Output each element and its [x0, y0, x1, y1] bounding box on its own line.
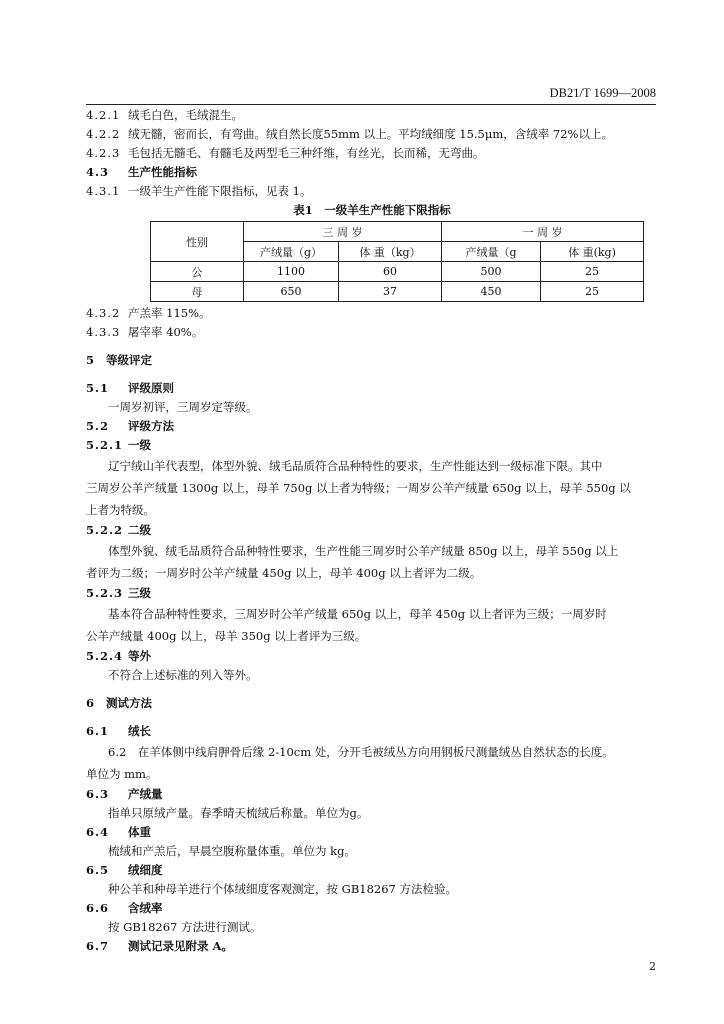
section-title: 生产性能指标 — [128, 165, 197, 179]
paragraph-line: 三周岁公羊产绒量 1300g 以上，母羊 750g 以上者为特级；一周岁公羊产绒量 650g 以上，母羊 550g 以 — [86, 481, 631, 495]
section-title: 评级原则 — [128, 381, 174, 395]
section-number: 5.1 — [86, 381, 110, 395]
performance-table — [150, 221, 644, 302]
section-title: 体重 — [128, 825, 151, 839]
clause-text-6-5: 种公羊和种母羊进行个体绒细度客观测定，按 GB18267 方法检验。 — [108, 882, 458, 896]
section-5-1-heading — [86, 379, 658, 398]
subheader-cashmere-3: 产绒量（g） — [244, 242, 339, 262]
paragraph-line: 单位为 mm。 — [86, 767, 158, 781]
subheader-weight-3: 体 重（kg） — [339, 242, 442, 262]
cell-value: 500 — [442, 262, 541, 282]
cell-value: 60 — [339, 262, 442, 282]
section-6-7-heading — [86, 937, 658, 956]
section-number: 5.2 — [86, 419, 110, 433]
cell-sex: 公 — [151, 262, 244, 282]
section-number: 6 — [86, 696, 96, 710]
section-number: 6.3 — [86, 787, 110, 801]
table-title: 表1 一级羊生产性能下限指标 — [293, 203, 451, 217]
paragraph-line: 6.2 在羊体侧中线肩胛骨后缘 2-10cm 处，分开毛被绒丛方向用钢板尺测量绒丛自然状态的长度。 — [108, 745, 614, 759]
page-content — [86, 106, 658, 956]
section-title: 测试记录见附录 A。 — [128, 939, 233, 953]
clause-number: 4.2.3 — [86, 146, 121, 160]
cell-value: 25 — [541, 262, 644, 282]
cell-sex: 母 — [151, 282, 244, 302]
clause-number: 4.3.3 — [86, 325, 121, 339]
standard-code: DB21/T 1699—2008 — [549, 86, 656, 100]
section-title: 绒长 — [128, 724, 151, 738]
paragraph-line: 者评为二级；一周岁时公羊产绒量 450g 以上，母羊 400g 以上者评为二级。 — [86, 566, 482, 580]
section-number: 6.6 — [86, 901, 110, 915]
section-number: 5.2.3 — [86, 586, 124, 600]
section-6-3-heading — [86, 785, 658, 804]
section-number: 5.2.2 — [86, 523, 124, 537]
clause-number: 4.3.1 — [86, 184, 121, 198]
section-number: 6.4 — [86, 825, 110, 839]
clause-4-2-1 — [86, 106, 658, 125]
section-title: 产绒量 — [128, 787, 163, 801]
cell-value: 37 — [339, 282, 442, 302]
paragraph-line: 体型外貌、绒毛品质符合品种特性要求，生产性能三周岁时公羊产绒量 850g 以上，母羊 550g 以上 — [108, 544, 619, 558]
clause-4-2-3 — [86, 144, 658, 163]
cell-value: 1100 — [244, 262, 339, 282]
section-6-1-heading — [86, 722, 658, 741]
section-title: 一级 — [128, 438, 151, 452]
clause-4-3-1 — [86, 182, 658, 201]
section-4-3-heading — [86, 163, 658, 182]
paragraph-line: 公羊产绒量 400g 以上，母羊 350g 以上者评为三级。 — [86, 629, 367, 643]
section-title: 等外 — [128, 649, 151, 663]
clause-text-6-6: 按 GB18267 方法进行测试。 — [108, 920, 262, 934]
clause-text-5-2-4: 不符合上述标准的列入等外。 — [108, 668, 258, 682]
header-one-year: 一 周 岁 — [442, 222, 644, 242]
paragraph-line: 基本符合品种特性要求，三周岁时公羊产绒量 650g 以上，母羊 450g 以上者评为三级；一周岁时 — [108, 607, 607, 621]
clause-text-6-3: 指单只原绒产量。春季晴天梳绒后称量。单位为g。 — [108, 806, 369, 820]
clause-text: 绒无髓，密而长，有弯曲。绒自然长度55mm 以上。平均绒细度 15.5μm，含绒率 72%以上。 — [128, 127, 613, 141]
cell-value: 450 — [442, 282, 541, 302]
clause-text: 毛包括无髓毛、有髓毛及两型毛三种纤维，有丝光，长而稀，无弯曲。 — [128, 146, 485, 160]
section-number: 5 — [86, 353, 96, 367]
table-header-row — [151, 222, 644, 242]
section-number: 4.3 — [86, 165, 110, 179]
section-title: 三级 — [128, 586, 151, 600]
section-5-2-2-heading — [86, 521, 658, 540]
header-rule — [86, 104, 656, 105]
section-5-2-3-heading — [86, 584, 658, 603]
section-5-2-4-heading — [86, 647, 658, 666]
clause-text: 产羔率 115%。 — [128, 306, 211, 320]
header-sex: 性别 — [151, 222, 244, 262]
section-6-heading — [86, 694, 658, 713]
section-5-2-heading — [86, 417, 658, 436]
section-number: 6.1 — [86, 724, 110, 738]
section-number: 5.2.1 — [86, 438, 124, 452]
clause-4-2-2 — [86, 125, 658, 144]
section-number: 6.7 — [86, 939, 110, 953]
section-title: 等级评定 — [106, 353, 152, 367]
section-title: 含绒率 — [128, 901, 163, 915]
table-row — [151, 262, 644, 282]
clause-number: 4.3.2 — [86, 306, 121, 320]
cell-value: 25 — [541, 282, 644, 302]
clause-number: 4.2.1 — [86, 108, 121, 122]
section-6-4-heading — [86, 823, 658, 842]
section-5-heading — [86, 351, 658, 370]
paragraph-line: 上者为特级。 — [86, 503, 155, 517]
section-number: 5.2.4 — [86, 649, 124, 663]
section-title: 二级 — [128, 523, 151, 537]
paragraph-line: 辽宁绒山羊代表型，体型外貌、绒毛品质符合品种特性的要求，生产性能达到一级标准下限。其中 — [108, 459, 603, 473]
page-number: 2 — [649, 960, 656, 973]
subheader-cashmere-1: 产绒量（g — [442, 242, 541, 262]
cell-value: 650 — [244, 282, 339, 302]
header-three-year: 三 周 岁 — [244, 222, 442, 242]
clause-4-3-2 — [86, 304, 658, 323]
section-6-5-heading — [86, 861, 658, 880]
section-title: 测试方法 — [106, 696, 152, 710]
section-number: 6.5 — [86, 863, 110, 877]
section-title: 绒细度 — [128, 863, 163, 877]
subheader-weight-1: 体 重(kg) — [541, 242, 644, 262]
clause-text-5-1: 一周岁初评，三周岁定等级。 — [108, 400, 258, 414]
section-title: 评级方法 — [128, 419, 174, 433]
clause-text: 一级羊生产性能下限指标，见表 1。 — [128, 184, 312, 198]
clause-4-3-3 — [86, 323, 658, 342]
clause-text: 绒毛白色，毛绒混生。 — [128, 108, 243, 122]
table-row — [151, 282, 644, 302]
clause-number: 4.2.2 — [86, 127, 121, 141]
clause-text-6-4: 梳绒和产羔后，早晨空腹称量体重。单位为 kg。 — [108, 844, 356, 858]
section-6-6-heading — [86, 899, 658, 918]
clause-text: 屠宰率 40%。 — [128, 325, 204, 339]
section-5-2-1-heading — [86, 436, 658, 455]
